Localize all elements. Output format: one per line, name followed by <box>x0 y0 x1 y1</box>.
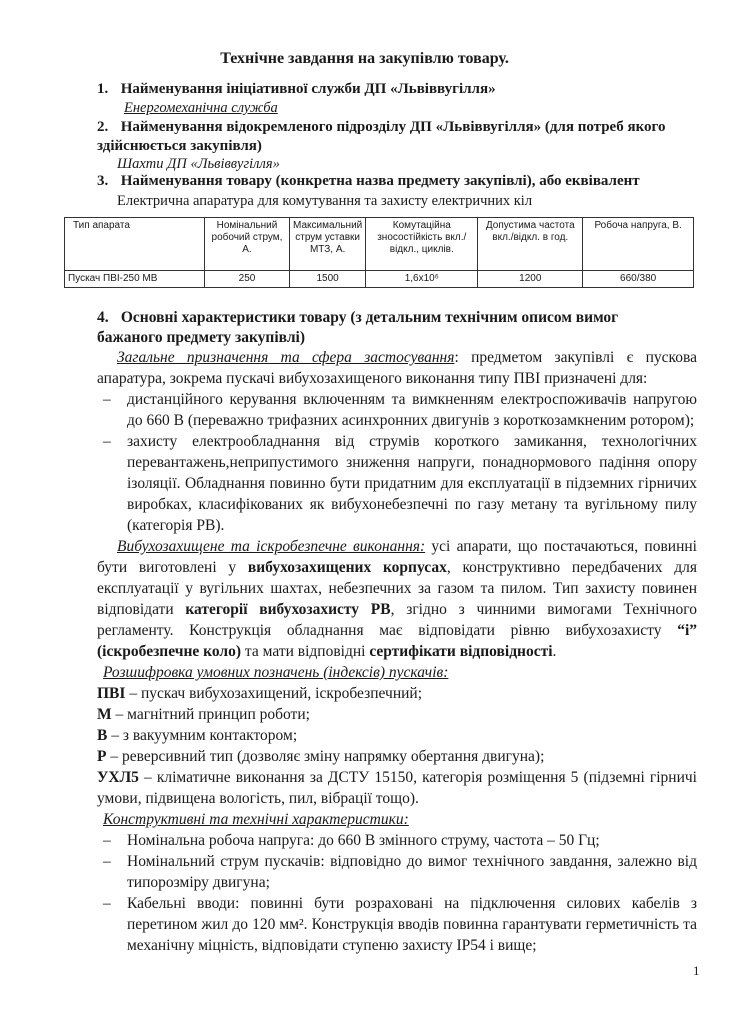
section-2-heading: 2. Найменування відокремленого підрозділу ДП «Львіввугілля» (для потреб якого здійснюється закупівля) <box>97 119 666 154</box>
table-header-row <box>65 218 694 271</box>
general-list <box>97 389 697 536</box>
table-header-cell: Допустима частота вкл./відкл. в год. <box>478 218 583 271</box>
table-cell: 1200 <box>478 271 583 288</box>
tech-list <box>97 830 697 956</box>
explosion-label: Вибухозахищене та іскробезпечне виконання: <box>117 538 426 555</box>
explosion-paragraph: Вибухозахищене та іскробезпечне виконання: усі апарати, що постачаються, повинні бути виготовлені у вибухозахищених корпусах, конструктивно передбачених для експлуатації у вугільних шахтах, небезпечних за газом та пилом. Тип захисту повинен відповідати категорії вибухозахисту РВ, згідно з чинними вимогами Технічного регламенту. Конструкція обладнання має відповідати рівню вибухозахисту “і” (іскробезпечне коло) та мати відповідні сертифікати відповідності. <box>97 538 697 660</box>
page-number: 1 <box>693 963 700 978</box>
general-text: : предметом закупівлі є пускова апаратура, зокрема пускачі вибухозахищеного виконання типу ПВІ призначені для: <box>97 349 697 387</box>
section-1-heading: 1. Найменування ініціативної служби ДП «Львіввугілля» <box>97 81 496 97</box>
section-1-heading-text: Найменування ініціативної служби ДП «Львіввугілля» <box>120 81 496 97</box>
document-title: Технічне завдання на закупівлю товару. <box>220 50 509 67</box>
tech-label: Конструктивні та технічні характеристики: <box>103 811 409 828</box>
section-1-value: Енергомеханічна служба <box>124 100 278 116</box>
section-4-body <box>97 347 697 956</box>
spec-table <box>64 217 694 288</box>
table-row <box>65 271 694 288</box>
general-label: Загальне призначення та сфера застосування <box>117 349 455 366</box>
decode-label: Розшифровка умовних позначень (індексів) пускачів: <box>103 664 449 681</box>
general-paragraph <box>97 347 697 389</box>
tech-label-row <box>97 809 697 830</box>
table-header-cell: Робоча напруга, В. <box>583 218 694 271</box>
table-header-cell: Номінальний робочий струм, А. <box>205 218 290 271</box>
decode-item: В – з вакуумним контактором; <box>97 727 298 744</box>
list-item: – Кабельні вводи: повинні бути розраховані на підключення силових кабелів з перетином жил до 120 мм². Конструкція вводів повинна гарантувати герметичність та механічну міцність, відповідати ступеню захисту IP54 і вище; <box>97 893 697 956</box>
section-4-heading: 4. Основні характеристики товару (з детальним технічним описом вимог бажаного предмету закупівлі) <box>97 309 619 346</box>
section-2-value: Шахти ДП «Львіввугілля» <box>117 156 280 172</box>
table-cell: 660/380 <box>583 271 694 288</box>
table-cell: 250 <box>205 271 290 288</box>
table-header-cell: Тип апарата <box>65 218 205 271</box>
decode-list <box>97 683 697 809</box>
table-cell: Пускач ПВІ-250 МВ <box>65 271 205 288</box>
section-3-heading: 3. Найменування товару (конкретна назва предмету закупівлі), або еквівалент <box>97 173 640 189</box>
decode-label-row <box>97 662 697 683</box>
table-header-cell: Максимальний струм уставки МТЗ, А. <box>290 218 366 271</box>
decode-item: Р – реверсивний тип (дозволяє зміну напрямку обертання двигуна); <box>97 748 545 765</box>
list-item: – Номінальна робоча напруга: до 660 В змінного струму, частота – 50 Гц; <box>97 830 697 851</box>
list-item: – дистанційного керування включенням та вимкненням електроспоживачів напругою до 660 В (переважно трифазних асинхронних двигунів з короткозамкненим ротором); <box>97 389 697 431</box>
section-3-value: Електрична апаратура для комутування та захисту електричних кіл <box>117 193 533 209</box>
decode-item: М – магнітний принцип роботи; <box>97 706 310 723</box>
section-2-heading-text: Найменування відокремленого підрозділу ДП «Львіввугілля» (для потреб якого здійснюється закупівля) <box>97 119 666 154</box>
decode-item: ПВІ – пускач вибухозахищений, іскробезпечний; <box>97 685 423 702</box>
section-3-heading-text: Найменування товару (конкретна назва предмету закупівлі), або еквівалент <box>120 173 640 189</box>
list-item: – Номінальний струм пускачів: відповідно до вимог технічного завдання, залежно від типорозміру двигуна; <box>97 851 697 893</box>
table-header-cell: Комутаційна зносостійкість вкл./відкл., циклів. <box>366 218 478 271</box>
section-4-heading-text: Основні характеристики товару (з детальним технічним описом вимог бажаного предмету закупівлі) <box>97 309 619 346</box>
table-cell: 1500 <box>290 271 366 288</box>
decode-item: УХЛ5 – кліматичне виконання за ДСТУ 15150, категорія розміщення 5 (підземні гірничі умови, підвищена вологість, пил, вібрації тощо). <box>97 769 697 807</box>
list-item: – захисту електрообладнання від струмів короткого замикання, технологічних перевантажень,неприпустимого зниження напруги, понаднормового падіння опору ізоляції. Обладнання повинно бути придатним для експлуатації в підземних гірничих виробках, класифікованих як вибухонебезпечні по газу метану та вугільному пилу (категорія РВ). <box>97 431 697 536</box>
table-cell: 1,6х10⁶ <box>366 271 478 288</box>
